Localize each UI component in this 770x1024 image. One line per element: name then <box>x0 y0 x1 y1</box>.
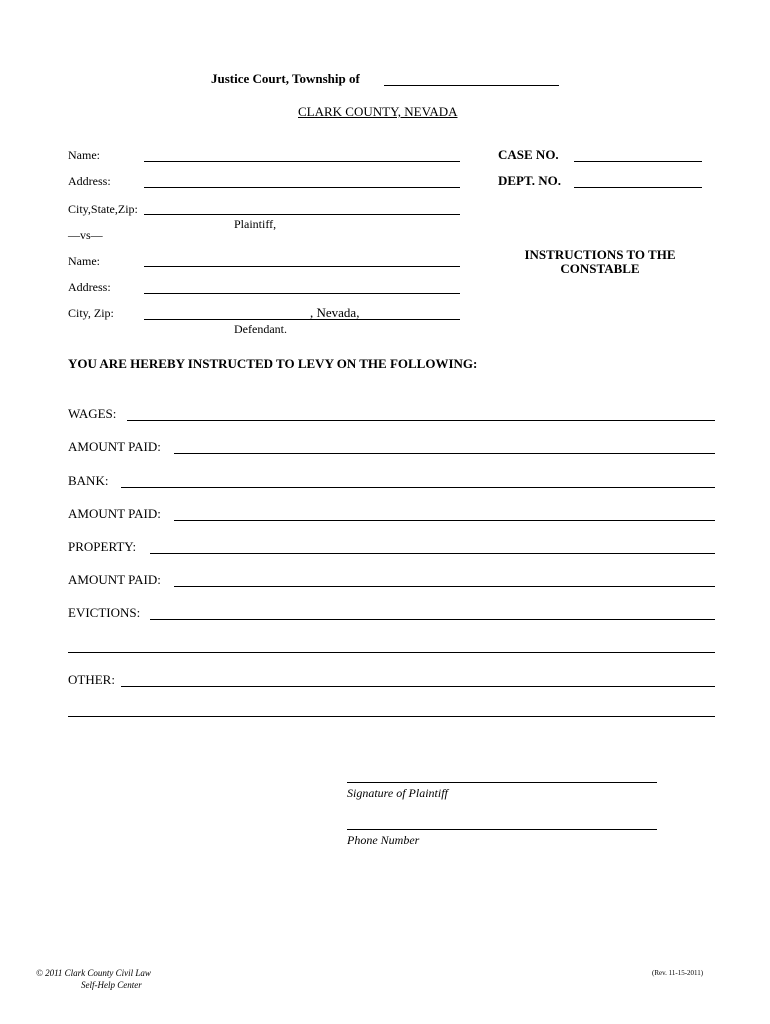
plaintiff-name-label: Name: <box>68 148 100 162</box>
revision-label: (Rev. 11-15-2011) <box>652 969 704 977</box>
plaintiff-address-field[interactable] <box>144 187 460 188</box>
property-field[interactable] <box>150 553 715 554</box>
doc-title-line1: INSTRUCTIONS TO THE <box>524 247 676 262</box>
dept-no-label: DEPT. NO. <box>498 173 561 188</box>
wages-field[interactable] <box>127 420 715 421</box>
county-title: CLARK COUNTY, NEVADA <box>298 104 458 119</box>
evictions-field[interactable] <box>150 619 715 620</box>
bank-field[interactable] <box>121 487 715 488</box>
case-no-label: CASE NO. <box>498 147 559 162</box>
amount-paid-1-field[interactable] <box>174 453 715 454</box>
dept-no-field[interactable] <box>574 187 702 188</box>
other-extra-line[interactable] <box>68 716 715 717</box>
amount-paid-2-field[interactable] <box>174 520 715 521</box>
defendant-city-zip-label: City, Zip: <box>68 306 114 320</box>
defendant-address-label: Address: <box>68 280 111 294</box>
plaintiff-city-state-zip-label: City,State,Zip: <box>68 202 138 216</box>
other-label: OTHER: <box>68 672 115 687</box>
plaintiff-name-field[interactable] <box>144 161 460 162</box>
phone-number-field[interactable] <box>347 829 657 830</box>
instruction-heading: YOU ARE HEREBY INSTRUCTED TO LEVY ON THE FOLLOWING: <box>68 356 478 371</box>
township-field[interactable] <box>384 85 559 86</box>
amount-paid-3-field[interactable] <box>174 586 715 587</box>
case-no-field[interactable] <box>574 161 702 162</box>
defendant-city-zip-field[interactable] <box>144 319 460 320</box>
plaintiff-signature-label: Signature of Plaintiff <box>347 786 448 800</box>
property-label: PROPERTY: <box>68 539 137 554</box>
evictions-label: EVICTIONS: <box>68 605 141 620</box>
amount-paid-3-label: AMOUNT PAID: <box>68 572 161 587</box>
defendant-name-label: Name: <box>68 254 100 268</box>
plaintiff-city-state-zip-field[interactable] <box>144 214 460 215</box>
court-title: Justice Court, Township of <box>211 71 360 86</box>
doc-title-line2: CONSTABLE <box>560 261 640 276</box>
phone-number-label: Phone Number <box>347 833 420 847</box>
defendant-address-field[interactable] <box>144 293 460 294</box>
amount-paid-1-label: AMOUNT PAID: <box>68 439 161 454</box>
copyright-line2: Self-Help Center <box>81 980 142 990</box>
plaintiff-address-label: Address: <box>68 174 111 188</box>
other-field[interactable] <box>121 686 715 687</box>
defendant-role-label: Defendant. <box>234 322 287 336</box>
evictions-extra-line[interactable] <box>68 652 715 653</box>
amount-paid-2-label: AMOUNT PAID: <box>68 506 161 521</box>
plaintiff-signature-field[interactable] <box>347 782 657 783</box>
defendant-nevada-label: , Nevada, <box>310 305 360 320</box>
defendant-name-field[interactable] <box>144 266 460 267</box>
wages-label: WAGES: <box>68 406 117 421</box>
bank-label: BANK: <box>68 473 109 488</box>
versus-label: —vs— <box>68 228 103 242</box>
copyright-line1: © 2011 Clark County Civil Law <box>36 968 151 978</box>
plaintiff-role-label: Plaintiff, <box>234 217 277 231</box>
